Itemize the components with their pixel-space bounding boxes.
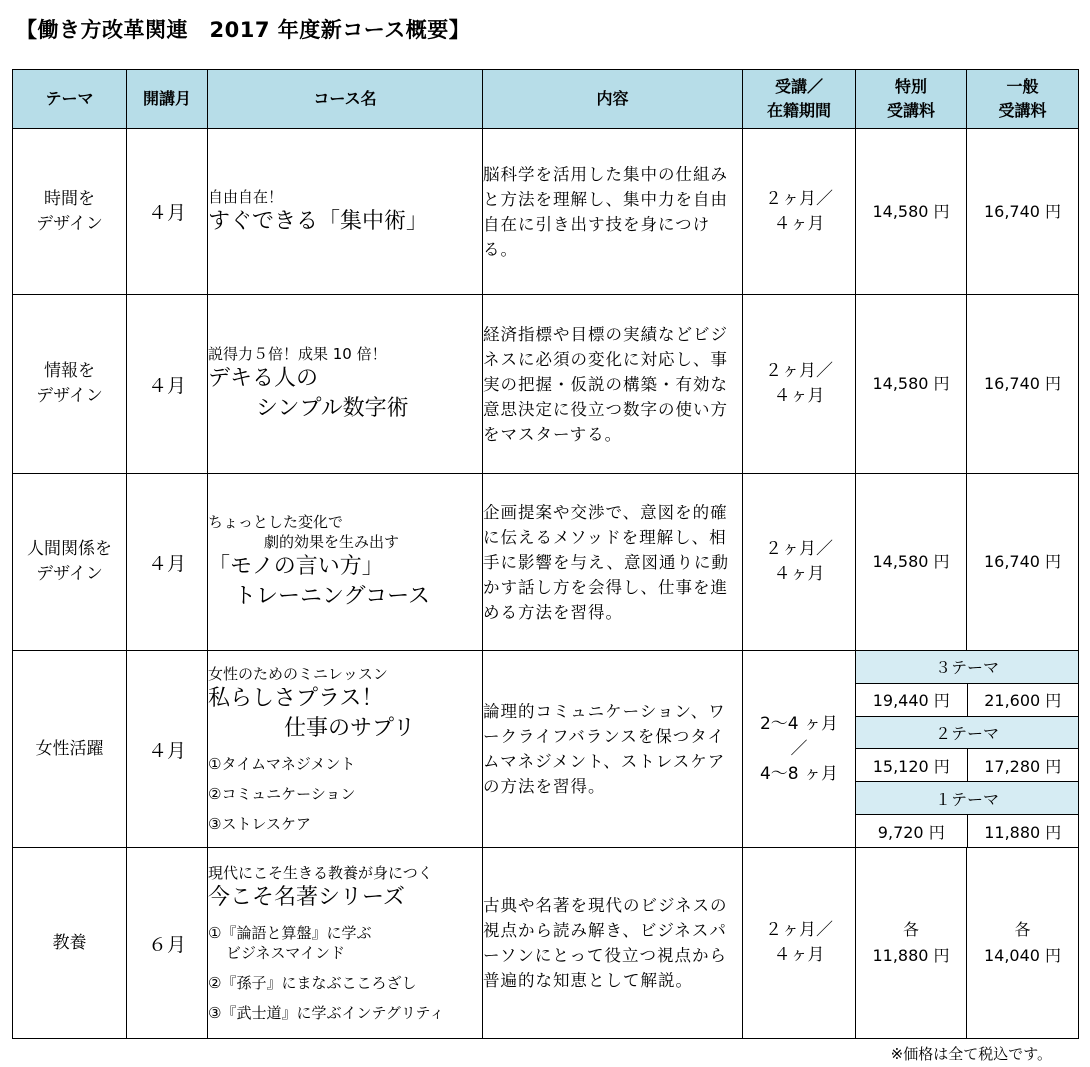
period-line: ４ヶ月 xyxy=(773,564,825,584)
course-title-line1: 「モノの言い方」 xyxy=(208,554,384,579)
course-cell xyxy=(208,651,483,848)
special-fee-cell: 14,580 円 xyxy=(856,474,967,651)
theme-line: 時間を xyxy=(44,188,95,209)
period-line: 2〜4 ヶ月 xyxy=(759,713,839,734)
month-cell: ６月 xyxy=(127,848,208,1039)
theme-line: 人間関係を xyxy=(27,539,112,559)
header-special-line2: 受講料 xyxy=(886,101,935,120)
page-title: 【働き方改革関連 2017 年度新コース概要】 xyxy=(16,18,471,42)
course-subtitle-line2: 劇的効果を生み出す xyxy=(264,533,400,551)
header-general-line1: 一般 xyxy=(1006,77,1039,96)
course-item: ②『孫子』にまなぶこころざし xyxy=(208,974,417,992)
theme-cell xyxy=(13,129,127,295)
table-row xyxy=(13,848,1079,1039)
course-subtitle: 現代にこそ生きる教養が身につく xyxy=(208,864,433,882)
course-item: ③『武士道』に学ぶインテグリティ xyxy=(208,1004,445,1022)
header-month: 開講月 xyxy=(127,70,208,129)
header-course: コース名 xyxy=(208,70,483,129)
special-fee-cell: 14,580 円 xyxy=(856,129,967,295)
fee-value: 14,040 円 xyxy=(983,946,1062,965)
header-period xyxy=(743,70,856,129)
tier-general-fee: 21,600 円 xyxy=(967,683,1078,716)
tier-special-fee: 15,120 円 xyxy=(856,749,967,782)
course-cell xyxy=(208,848,483,1039)
fee-value: 11,880 円 xyxy=(872,946,950,965)
course-title-line1: デキる人の xyxy=(208,366,319,391)
theme-line: デザイン xyxy=(36,213,103,234)
theme-cell: 女性活躍 xyxy=(13,651,127,848)
tier-special-fee: 19,440 円 xyxy=(856,683,967,716)
tax-note: ※価格は全て税込です。 xyxy=(890,1045,1052,1063)
table-row xyxy=(13,129,1079,295)
course-title-line2: 仕事のサプリ xyxy=(284,716,416,741)
tier-general-fee: 17,280 円 xyxy=(967,749,1078,782)
period-line: ２ヶ月／ xyxy=(765,920,833,940)
month-cell: ４月 xyxy=(127,474,208,651)
tier-label: ２テーマ xyxy=(856,716,1078,749)
course-title-line2: トレーニングコース xyxy=(234,584,431,609)
fee-prefix: 各 xyxy=(1014,920,1031,939)
period-cell xyxy=(743,651,856,848)
header-content: 内容 xyxy=(483,70,743,129)
course-title-line2: シンプル数字術 xyxy=(256,396,409,421)
period-cell xyxy=(743,129,856,295)
month-cell: ４月 xyxy=(127,129,208,295)
course-cell xyxy=(208,295,483,474)
course-subtitle: 自由自在！ xyxy=(208,187,284,206)
course-item-continued: ビジネスマインド xyxy=(226,944,345,962)
general-fee-cell: 16,740 円 xyxy=(967,129,1079,295)
content-cell: 経済指標や目標の実績などビジネスに必須の変化に対応し、事実の把握・仮説の構築・有効な意思決定に役立つ数字の使い方をマスターする。 xyxy=(483,295,743,474)
theme-cell xyxy=(13,474,127,651)
month-cell: ４月 xyxy=(127,651,208,848)
header-general-fee xyxy=(967,70,1079,129)
content-cell: 企画提案や交渉で、意図を的確に伝えるメソッドを理解し、相手に影響を与え、意図通りに動かす話し方を会得し、仕事を進める方法を習得。 xyxy=(483,474,743,651)
course-item: ①タイムマネジメント xyxy=(208,755,356,773)
course-item: ②コミュニケーション xyxy=(208,785,356,803)
header-theme: テーマ xyxy=(13,70,127,129)
period-cell xyxy=(743,474,856,651)
month-cell: ４月 xyxy=(127,295,208,474)
content-cell: 脳科学を活用した集中の仕組みと方法を理解し、集中力を自由自在に引き出す技を身につける。 xyxy=(483,129,743,295)
header-period-line2: 在籍期間 xyxy=(766,101,831,120)
fee-prefix: 各 xyxy=(902,920,919,939)
course-cell xyxy=(208,474,483,651)
course-subtitle: 説得力５倍！成果 10 倍！ xyxy=(208,345,387,363)
course-item: ③ストレスケア xyxy=(208,815,311,833)
period-cell xyxy=(743,848,856,1039)
tier-label: ３テーマ xyxy=(856,651,1078,683)
general-fee-cell: 16,740 円 xyxy=(967,295,1079,474)
course-table xyxy=(12,69,1079,1039)
table-row xyxy=(13,295,1079,474)
header-row xyxy=(13,70,1079,129)
header-special-fee xyxy=(856,70,967,129)
header-special-line1: 特別 xyxy=(894,77,927,96)
header-period-line1: 受講／ xyxy=(774,77,823,96)
theme-cell: 教養 xyxy=(13,848,127,1039)
theme-line: デザイン xyxy=(36,564,103,584)
header-general-line2: 受講料 xyxy=(998,101,1047,120)
period-line: ／ xyxy=(790,738,808,759)
period-line: ４ヶ月 xyxy=(773,386,825,406)
course-subtitle-line1: ちょっとした変化で xyxy=(208,513,344,531)
course-title: すぐできる「集中術」 xyxy=(208,208,429,234)
period-line: ２ヶ月／ xyxy=(765,539,833,559)
period-line: ４ヶ月 xyxy=(773,213,825,234)
table-row xyxy=(13,474,1079,651)
course-title-line1: 私らしさプラス！ xyxy=(208,686,384,711)
period-line: ２ヶ月／ xyxy=(765,361,833,381)
general-fee-cell: 16,740 円 xyxy=(967,474,1079,651)
course-item: ①『論語と算盤』に学ぶ xyxy=(208,924,372,942)
content-cell: 古典や名著を現代のビジネスの視点から読み解き、ビジネスパーソンにとって役立つ視点から普遍的な知恵として解説。 xyxy=(483,848,743,1039)
tier-price-table xyxy=(856,651,1078,847)
course-title: 今こそ名著シリーズ xyxy=(208,885,405,910)
general-fee-cell xyxy=(967,848,1079,1039)
table-row xyxy=(13,651,1079,848)
period-line: ４ヶ月 xyxy=(773,945,825,965)
theme-line: デザイン xyxy=(36,386,103,406)
special-fee-cell xyxy=(856,848,967,1039)
tier-general-fee: 11,880 円 xyxy=(967,815,1078,847)
theme-line: 情報を xyxy=(44,361,95,381)
period-line: 4〜8 ヶ月 xyxy=(759,763,839,784)
course-cell xyxy=(208,129,483,295)
period-line: ２ヶ月／ xyxy=(765,188,833,209)
period-cell xyxy=(743,295,856,474)
course-subtitle: 女性のためのミニレッスン xyxy=(208,665,388,683)
content-cell: 論理的コミュニケーション、ワークライフバランスを保つタイムマネジメント、ストレスケアの方法を習得。 xyxy=(483,651,743,848)
tier-label: １テーマ xyxy=(856,782,1078,815)
tier-price-cell xyxy=(856,651,1079,848)
tier-special-fee: 9,720 円 xyxy=(856,815,967,847)
theme-cell xyxy=(13,295,127,474)
special-fee-cell: 14,580 円 xyxy=(856,295,967,474)
